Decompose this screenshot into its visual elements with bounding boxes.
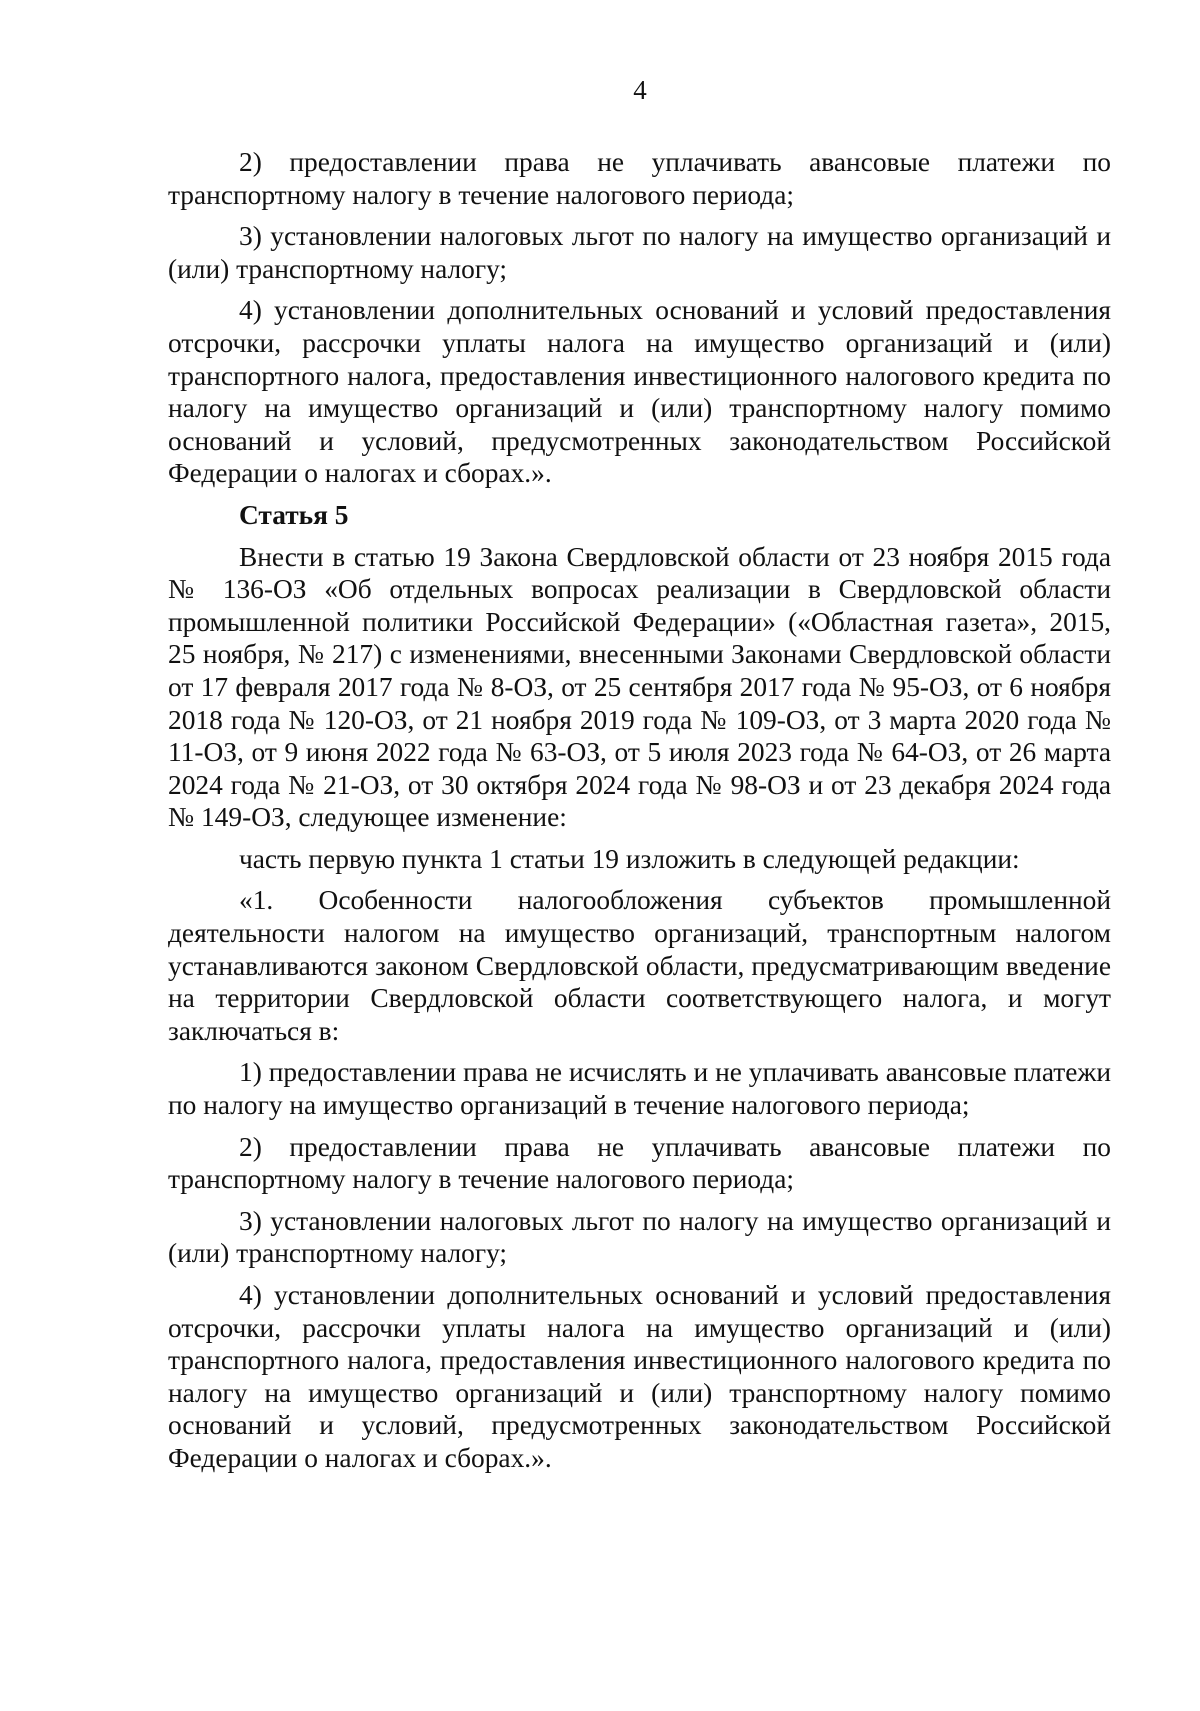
paragraph-new-item-3: 3) установлении налоговых льгот по налогу на имущество организаций и (или) транспортному налогу; bbox=[168, 1205, 1111, 1269]
document-body bbox=[168, 146, 1111, 1484]
paragraph-item-4-deferral: 4) установлении дополнительных оснований и условий предоставления отсрочки, рассрочки уплаты налога на имущество организаций и (или) транспортного налога, предоставления инвестиционного налогового кредита по налогу на имущество организаций и (или) транспортному налогу помимо оснований и условий, предусмотренных законодательством Российской Федерации о налогах и сборах.». bbox=[168, 295, 1111, 489]
paragraph-item-3-tax-benefits: 3) установлении налоговых льгот по налогу на имущество организаций и (или) транспортному налогу; bbox=[168, 221, 1111, 284]
paragraph-new-item-4: 4) установлении дополнительных оснований и условий предоставления отсрочки, рассрочки уплаты налога на имущество организаций и (или) транспортного налога, предоставления инвестиционного налогового кредита по налогу на имущество организаций и (или) транспортному налогу помимо оснований и условий, предусмотренных законодательством Российской Федерации о налогах и сборах.». bbox=[168, 1280, 1111, 1473]
paragraph-amendment-intro: Внести в статью 19 Закона Свердловской области от 23 ноября 2015 года № 136-ОЗ «Об отдельных вопросах реализации в Свердловской области промышленной политики Российской Федерации» («Областная газета», 2015, 25 ноября, № 217) с изменениями, внесенными Законами Свердловской области от 17 февраля 2017 года № 8-ОЗ, от 25 сентября 2017 года № 95-ОЗ, от 6 ноября 2018 года № 120-ОЗ, от 21 ноября 2019 года № 109-ОЗ, от 3 марта 2020 года № 11-ОЗ, от 9 июня 2022 года № 63-ОЗ, от 5 июля 2023 года № 64-ОЗ, от 26 марта 2024 года № 21-ОЗ, от 30 октября 2024 года № 98-ОЗ и от 23 декабря 2024 года № 149-ОЗ, следующее изменение: bbox=[168, 541, 1111, 833]
page-number: 4 bbox=[633, 75, 647, 105]
paragraph-item-2-transport-advance: 2) предоставлении права не уплачивать авансовые платежи по транспортному налогу в течение налогового периода; bbox=[168, 147, 1111, 210]
paragraph-amendment-instruction: часть первую пункта 1 статьи 19 изложить в следующей редакции: bbox=[239, 843, 1020, 874]
paragraph-new-item-2: 2) предоставлении права не уплачивать авансовые платежи по транспортному налогу в течение налогового периода; bbox=[168, 1131, 1111, 1195]
article-heading: Статья 5 bbox=[239, 499, 349, 530]
paragraph-new-text-part-1: «1. Особенности налогообложения субъектов промышленной деятельности налогом на имущество организаций, транспортным налогом устанавливаются законом Свердловской области, предусматривающим введение на территории Свердловской области соответствующего налога, и могут заключаться в: bbox=[168, 885, 1111, 1046]
paragraph-new-item-1: 1) предоставлении права не исчислять и не уплачивать авансовые платежи по налогу на имущество организаций в течение налогового периода; bbox=[168, 1057, 1111, 1121]
